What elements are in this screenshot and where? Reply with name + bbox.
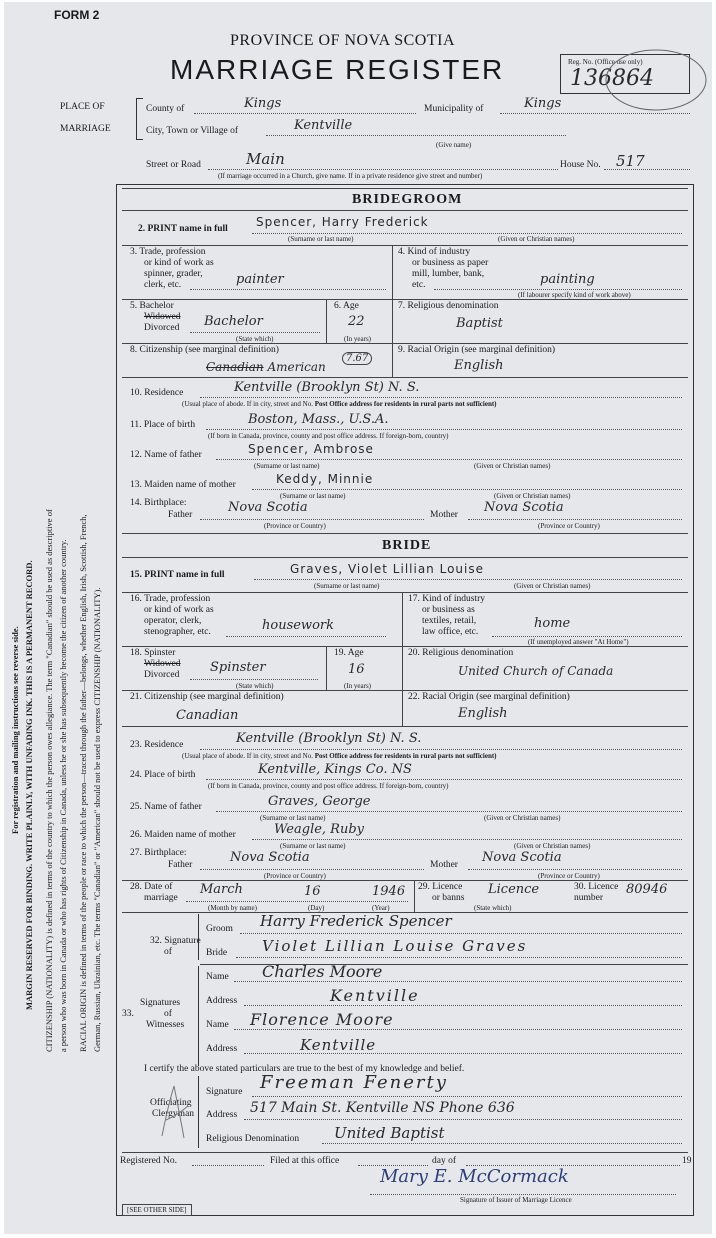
bride-father: Graves, George [268, 794, 371, 809]
place-bracket [136, 98, 143, 140]
f33-label-1: Signatures [140, 998, 181, 1008]
surname-sub: (Surname or last name) [288, 235, 354, 243]
issuer-label: Signature of Issuer of Marriage Licence [460, 1196, 572, 1204]
f3-label-1: 3. Trade, profession [130, 247, 206, 257]
licence-or-banns: Licence [488, 882, 540, 897]
f22-label: 22. Racial Origin (see marginal definition) [408, 692, 570, 702]
f6-label: 6. Age [334, 301, 359, 311]
f32-label-2: of [164, 947, 172, 957]
f5-bachelor: 5. Bachelor [130, 301, 174, 311]
marriage-month: March [200, 882, 243, 897]
city-value: Kentville [294, 118, 353, 133]
surname-sub-4: (Surname or last name) [314, 582, 380, 590]
prov-country-2: (Province or Country) [538, 522, 600, 530]
bride-status: Spinster [210, 660, 266, 675]
bride-mother: Weagle, Ruby [274, 822, 365, 837]
bride-religion: United Church of Canada [458, 664, 614, 678]
officiating-label-2: Clergyman [152, 1109, 195, 1119]
f11-label: 11. Place of birth [130, 420, 196, 430]
f3-label-2: or kind of work as [144, 258, 214, 268]
day-of-label: day of [432, 1156, 457, 1166]
f32-label-1: 32. Signature [150, 936, 201, 946]
filed-label: Filed at this office [270, 1156, 340, 1166]
municipality-value: Kings [524, 96, 562, 111]
issuer-signature: Mary E. McCormack [380, 1166, 569, 1187]
w1-name-label: Name [206, 972, 229, 982]
f16-label-1: 16. Trade, profession [130, 594, 211, 604]
officiating-bracket [198, 1076, 205, 1148]
reg-no-value: 136864 [570, 66, 654, 91]
f23-note: (Usual place of abode. If in city, street and No. Post Office address for residents in rural parts not sufficient) [182, 752, 497, 760]
marriage-day: 16 [304, 884, 321, 899]
f30-label-1: 30. Licence [574, 882, 619, 892]
marriage-label: MARRIAGE [60, 124, 111, 134]
groom-mother: Keddy, Minnie [276, 472, 374, 486]
surname-sub-6: (Surname or last name) [280, 842, 346, 850]
give-name-note: (Give name) [436, 141, 472, 149]
f12-label: 12. Name of father [130, 450, 202, 460]
pencil-scribble [154, 1076, 194, 1146]
reg-no-label: Reg. No. (Office use only) [568, 58, 643, 66]
groom-residence: Kentville (Brooklyn St) N. S. [234, 380, 420, 395]
f28-label-2: marriage [144, 893, 178, 903]
marriage-year: 1946 [372, 884, 406, 899]
bridegroom-heading: BRIDEGROOM [352, 192, 463, 207]
f27-mother-label: Mother [430, 860, 458, 870]
in-years-1: (In years) [344, 335, 372, 343]
place-label: PLACE OF [60, 102, 105, 112]
witness1-address: Kentville [330, 986, 420, 1005]
f4-note: (If labourer specify kind of work above) [518, 291, 631, 299]
f29-label-2: or banns [432, 893, 465, 903]
given-sub-4: (Given or Christian names) [514, 582, 591, 590]
f5-divorced: Divorced [144, 323, 180, 333]
bride-heading: BRIDE [382, 538, 432, 553]
pencil-oval-mark [604, 42, 712, 122]
bride-sig-label: Bride [206, 948, 228, 958]
given-sub-2: (Given or Christian names) [474, 462, 551, 470]
side-line-3: CITIZENSHIP (NATIONALITY) is defined in terms of the country to which the person owes allegiance. The term "Canadian" should be used as descriptive of [44, 509, 54, 1052]
f7-label: 7. Religious denomination [398, 301, 499, 311]
street-note: (If marriage occurred in a Church, give name. If in a private residence give street and number) [218, 172, 483, 180]
w1-address-label: Address [206, 996, 238, 1006]
groom-age: 22 [348, 314, 365, 329]
f33-label-3: Witnesses [146, 1020, 185, 1030]
f29-label-1: 29. Licence [418, 882, 463, 892]
county-value: Kings [244, 96, 282, 111]
groom-trade: painter [236, 272, 284, 287]
prov-country-1: (Province or Country) [264, 522, 326, 530]
f2-label: 2. PRINT name in full [138, 224, 228, 234]
bride-signature: Violet Lillian Louise Graves [262, 937, 528, 955]
f32-bracket [198, 914, 205, 960]
officiating-label-1: Officiating [150, 1098, 192, 1108]
f33-label-2: of [164, 1009, 172, 1019]
groom-industry: painting [540, 272, 595, 287]
month-sub: (Month by name) [208, 904, 257, 912]
w2-name-label: Name [206, 1020, 229, 1030]
marriage-register-page [4, 2, 712, 1234]
f18-widowed: Widowed [144, 659, 181, 669]
groom-citizenship: Canadian American [206, 360, 326, 374]
f10-note: (Usual place of abode. If in city, street and No. Post Office address for residents in rural parts not sufficient) [182, 400, 497, 408]
f17-label-2: or business as [422, 605, 475, 615]
side-line-1: For registration and mailing instructions see reverse side. [10, 626, 20, 834]
licence-number: 80946 [626, 882, 668, 897]
clergy-address: 517 Main St. Kentville NS Phone 636 [250, 1100, 515, 1116]
f33-bracket [198, 966, 205, 1066]
bride-residence: Kentville (Brooklyn St) N. S. [236, 731, 422, 746]
municipality-label: Municipality of [424, 104, 484, 114]
f16-label-4: stenographer, etc. [144, 627, 211, 637]
street-value: Main [246, 150, 285, 168]
f27-father-label: Father [168, 860, 193, 870]
state-which-2: (State which) [236, 682, 274, 690]
f26-label: 26. Maiden name of mother [130, 830, 236, 840]
f9-label: 9. Racial Origin (see marginal definition) [398, 345, 556, 355]
f17-label-4: law office, etc. [422, 627, 479, 637]
county-label: County of [146, 104, 185, 114]
f33-number: 33. [122, 1009, 134, 1019]
f14-label: 14. Birthplace: [130, 498, 187, 508]
groom-birthplace: Boston, Mass., U.S.A. [248, 412, 389, 427]
f20-label: 20. Religious denomination [408, 648, 514, 658]
page-title: MARRIAGE REGISTER [170, 54, 505, 85]
f19-label: 19. Age [334, 648, 364, 658]
f14-mother-label: Mother [430, 510, 458, 520]
registered-label: Registered No. [120, 1156, 177, 1166]
f17-label-3: textiles, retail, [422, 616, 477, 626]
given-sub-6: (Given or Christian names) [514, 842, 591, 850]
groom-signature: Harry Frederick Spencer [260, 912, 452, 930]
bride-birthplace: Kentville, Kings Co. NS [258, 762, 412, 777]
year-19-label: 19 [682, 1156, 692, 1166]
f21-label: 21. Citizenship (see marginal definition) [130, 692, 284, 702]
clergy-denom-label: Religious Denomination [206, 1134, 300, 1144]
f3-label-4: clerk, etc. [144, 280, 182, 290]
prov-country-3: (Province or Country) [264, 872, 326, 880]
witness2-name: Florence Moore [250, 1010, 394, 1029]
year-sub: (Year) [372, 904, 390, 912]
f4-label-2: or business as paper [412, 258, 489, 268]
groom-sig-label: Groom [206, 924, 233, 934]
bride-father-birthplace: Nova Scotia [230, 850, 310, 865]
f13-label: 13. Maiden name of mother [130, 480, 236, 490]
bride-mother-birthplace: Nova Scotia [482, 850, 562, 865]
groom-religion: Baptist [456, 316, 503, 331]
see-other-side: [SEE OTHER SIDE] [122, 1204, 192, 1216]
f11-note: (If born in Canada, province, county and post office address. If foreign-born, country) [208, 432, 449, 440]
f17-note: (If unemployed answer "At Home") [528, 638, 629, 646]
witness2-address: Kentville [300, 1036, 377, 1054]
groom-father: Spencer, Ambrose [248, 442, 374, 456]
f16-label-3: operator, clerk, [144, 616, 202, 626]
given-sub: (Given or Christian names) [498, 235, 575, 243]
f4-label-3: mill, lumber, bank, [412, 269, 485, 279]
bride-industry: home [534, 616, 571, 631]
f15-label: 15. PRINT name in full [130, 570, 225, 580]
w2-address-label: Address [206, 1044, 238, 1054]
surname-sub-5: (Surname or last name) [260, 814, 326, 822]
f17-label-1: 17. Kind of industry [408, 594, 486, 604]
bride-citizenship: Canadian [176, 708, 239, 723]
f24-note: (If born in Canada, province, county and post office address. If foreign-born, country) [208, 782, 449, 790]
clergy-denomination: United Baptist [334, 1124, 445, 1142]
clergy-address-label: Address [206, 1110, 238, 1120]
f14-father-label: Father [168, 510, 193, 520]
f24-label: 24. Place of birth [130, 770, 196, 780]
groom-status: Bachelor [204, 314, 263, 329]
citizenship-stamp: 7.67 [342, 352, 372, 365]
groom-mother-birthplace: Nova Scotia [484, 500, 564, 515]
witness1-name: Charles Moore [262, 962, 383, 981]
state-which-3: (State which) [474, 904, 512, 912]
side-line-5: RACIAL ORIGIN is defined in terms of the people or race to which the person—traced through the father—belongs, whether English, Irish, Scottish, French, [78, 514, 88, 1052]
f25-label: 25. Name of father [130, 802, 202, 812]
f18-spinster: 18. Spinster [130, 648, 176, 658]
province-title: PROVINCE OF NOVA SCOTIA [230, 32, 456, 49]
bride-racial-origin: English [458, 706, 508, 721]
f5-widowed: Widowed [144, 312, 181, 322]
side-line-4: a person who was born in Canada or who has rights of Citizenship in Canada, unless he or she has subsequently become the citizen of another country. [58, 539, 68, 1052]
bride-trade: housework [262, 618, 334, 633]
city-label: City, Town or Village of [146, 126, 238, 136]
state-which-1: (State which) [236, 335, 274, 343]
f30-label-2: number [574, 893, 604, 903]
side-line-6: German, Russian, Ukrainian, etc. The terms "Canadian" or "American" should not be used to express CITIZENSHIP (NATIONALITY). [92, 587, 102, 1052]
bride-name: Graves, Violet Lillian Louise [290, 562, 484, 576]
f3-label-3: spinner, grader, [144, 269, 203, 279]
bride-age: 16 [348, 662, 365, 677]
certify-text: I certify the above stated particulars are true to the best of my knowledge and belief. [144, 1064, 465, 1074]
f18-divorced: Divorced [144, 670, 180, 680]
day-sub: (Day) [308, 904, 325, 912]
house-label: House No. [560, 160, 601, 170]
prov-country-4: (Province or Country) [538, 872, 600, 880]
street-label: Street or Road [146, 160, 201, 170]
given-sub-3: (Given or Christian names) [494, 492, 571, 500]
f16-label-2: or kind of work as [144, 605, 214, 615]
f4-label-4: etc. [412, 280, 426, 290]
f8-label: 8. Citizenship (see marginal definition) [130, 345, 279, 355]
side-line-2: MARGIN RESERVED FOR BINDING. WRITE PLAINLY, WITH UNFADING INK. THIS IS A PERMANENT RECORD. [24, 560, 34, 1010]
surname-sub-2: (Surname or last name) [254, 462, 320, 470]
groom-father-birthplace: Nova Scotia [228, 500, 308, 515]
groom-racial-origin: English [454, 358, 504, 373]
f28-label-1: 28. Date of [130, 882, 173, 892]
f4-label-1: 4. Kind of industry [398, 247, 471, 257]
given-sub-5: (Given or Christian names) [484, 814, 561, 822]
groom-name: Spencer, Harry Frederick [256, 215, 429, 229]
form-number: FORM 2 [54, 8, 100, 22]
clergy-signature: Freeman Fenerty [260, 1072, 448, 1093]
f27-label: 27. Birthplace: [130, 848, 187, 858]
in-years-2: (In years) [344, 682, 372, 690]
f23-label: 23. Residence [130, 740, 184, 750]
house-value: 517 [616, 152, 645, 170]
f10-label: 10. Residence [130, 388, 184, 398]
clergy-sig-label: Signature [206, 1087, 243, 1097]
surname-sub-3: (Surname or last name) [280, 492, 346, 500]
